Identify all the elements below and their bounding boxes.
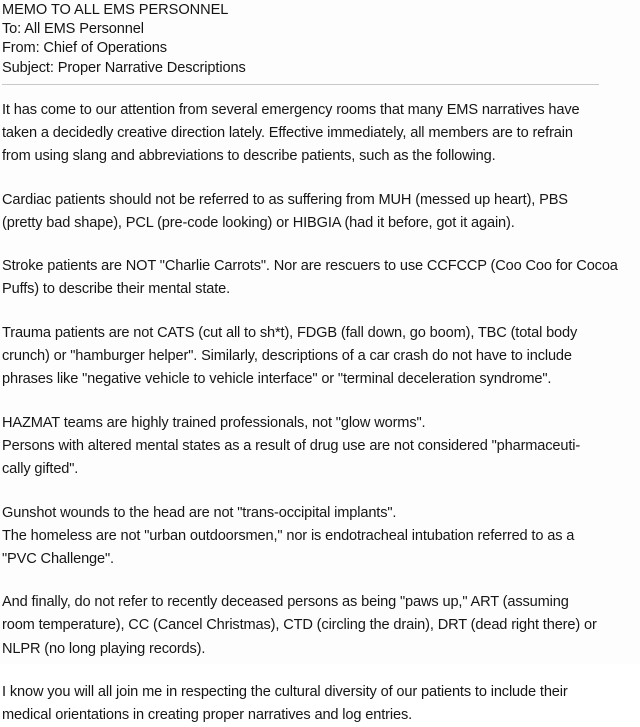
memo-text-line: Stroke patients are NOT "Charlie Carrots". Nor are rescuers to use CCFCCP (Coo Coo for Cocoa <box>2 258 618 275</box>
memo-header <box>2 0 640 78</box>
memo-title: MEMO TO ALL EMS PERSONNEL <box>2 2 229 18</box>
memo-text-line: "PVC Challenge". <box>2 550 114 567</box>
memo-subject-line: Subject: Proper Narrative Descriptions <box>2 59 246 76</box>
memo-text-line: Persons with altered mental states as a result of drug use are not considered "pharmaceuti- <box>2 437 581 454</box>
memo-text-line: cally gifted". <box>2 460 79 477</box>
memo-paragraph-cardiac <box>2 189 640 235</box>
memo-text-line: crunch) or "hamburger helper". Similarly, descriptions of a car crash do not have to include <box>2 348 572 365</box>
header-divider-wrap <box>2 84 599 94</box>
memo-text-line: taken a decidedly creative direction lately. Effective immediately, all members are to refrain <box>2 124 573 141</box>
memo-text-line: room temperature), CC (Cancel Christmas), CTD (circling the drain), DRT (dead right there) or <box>2 617 597 634</box>
memo-text-line: Cardiac patients should not be referred to as suffering from MUH (messed up heart), PBS <box>2 191 568 208</box>
memo-paragraph-deceased <box>2 591 640 660</box>
memo-text-line: medical orientations in creating proper narratives and log entries. <box>2 707 413 724</box>
memo-text-line: HAZMAT teams are highly trained professionals, not "glow worms". <box>2 414 426 431</box>
memo-text-line: The homeless are not "urban outdoorsmen," nor is endotracheal intubation referred to as a <box>2 527 575 544</box>
memo-body <box>2 99 640 727</box>
memo-paragraph-hazmat <box>2 412 640 481</box>
memo-text-line: from using slang and abbreviations to describe patients, such as the following. <box>2 148 496 164</box>
memo-text-line: And finally, do not refer to recently deceased persons as being "paws up," ART (assuming <box>2 594 569 611</box>
memo-text-line: Trauma patients are not CATS (cut all to sh*t), FDGB (fall down, go boom), TBC (total body <box>2 324 578 341</box>
header-divider <box>2 84 599 85</box>
memo-text-line: NLPR (no long playing records). <box>2 640 206 657</box>
memo-paragraph-closing <box>2 681 640 727</box>
memo-text-line: Gunshot wounds to the head are not "trans-occipital implants". <box>2 504 397 521</box>
memo-paragraph-intro <box>2 99 640 168</box>
memo-text-line: phrases like "negative vehicle to vehicle interface" or "terminal deceleration syndrome". <box>2 371 552 388</box>
memo-paragraph-trauma <box>2 322 640 391</box>
memo-text-line: (pretty bad shape), PCL (pre-code looking) or HIBGIA (had it before, got it again). <box>2 214 515 231</box>
memo-from-line: From: Chief of Operations <box>2 40 167 57</box>
memo-paragraph-gunshot <box>2 502 640 571</box>
memo-paragraph-stroke <box>2 255 640 301</box>
memo-to-line: To: All EMS Personnel <box>2 21 144 38</box>
memo-text-line: It has come to our attention from several emergency rooms that many EMS narratives have <box>2 101 580 118</box>
memo-text-line: I know you will all join me in respecting the cultural diversity of our patients to include their <box>2 684 568 701</box>
memo-text-line: Puffs) to describe their mental state. <box>2 281 231 298</box>
